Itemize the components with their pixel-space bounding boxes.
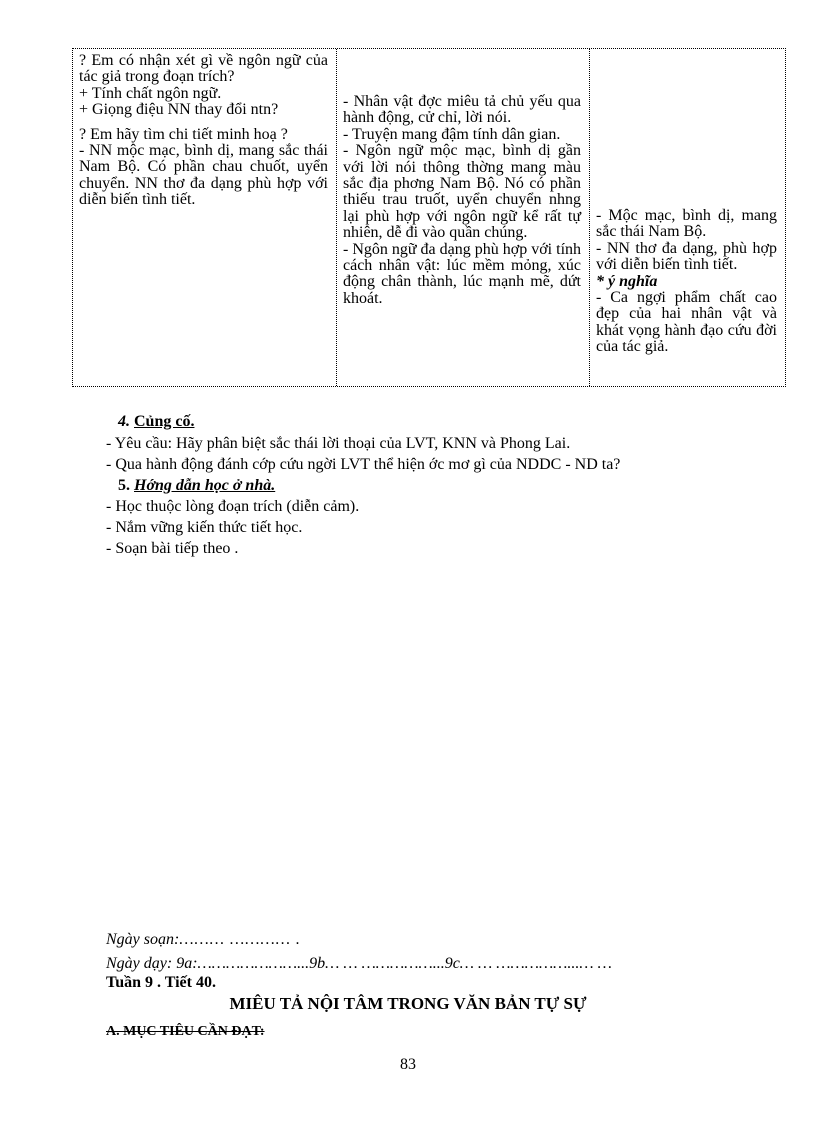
section-5-line: - Học thuộc lòng đoạn trích (diễn cảm).: [106, 498, 360, 515]
question-text: + Giọng điệu NN thay đổi ntn?: [79, 101, 279, 119]
section-4-heading: [118, 412, 194, 432]
table-column-questions: [73, 49, 337, 386]
summary-heading: * ý nghĩa: [596, 272, 658, 290]
ngay-soan-dots: ……… ………… .: [179, 931, 301, 948]
table-column-summary: [590, 49, 785, 386]
section-4-line: - Qua hành động đánh cớp cứu ngời LVT thể hiện ớc mơ gì của NDDC - ND ta?: [106, 456, 621, 473]
analysis-text: - Truyện mang đậm tính dân gian.: [343, 125, 561, 143]
answer-text: - NN mộc mạc, bình dị, mang sắc thái Nam Bộ. Có phần chau chuốt, uyển chuyển. NN thơ đa dạng phù hợp với diễn biến tình tiết.: [79, 142, 328, 209]
question-text: ? Em có nhận xét gì về ngôn ngữ của tác giả trong đoạn trích?: [79, 52, 328, 86]
section-number: 5.: [118, 477, 130, 494]
page-number: 83: [400, 1056, 416, 1073]
section-number: 4.: [118, 413, 130, 430]
ngay-day: [106, 954, 612, 974]
ngay-soan: [106, 930, 301, 950]
analysis-text: - Ngôn ngữ mộc mạc, bình dị gần với lời nói thông thờng mang màu sắc địa phơng Nam Bộ. Nó có phần thiếu trau truốt, uyển chuyển nhng lại phù hợp với ngôn ngữ kể rất tự nhiên, dễ đi vào quần chúng.: [343, 142, 581, 242]
ngay-day-label: Ngày dạy: 9a:: [106, 955, 198, 972]
analysis-text: - Nhân vật đợc miêu tả chủ yếu qua hành động, cử chỉ, lời nói.: [343, 93, 581, 127]
lesson-title: MIÊU TẢ NỘI TÂM TRONG VĂN BẢN TỰ SỰ: [229, 994, 587, 1013]
objectives-heading: A. MỤC TIÊU CẦN ĐẠT:: [106, 1024, 265, 1039]
summary-text: - NN thơ đa dạng, phù hợp với diễn biến tình tiết.: [596, 239, 777, 274]
section-title: Củng cố.: [134, 413, 195, 430]
ngay-day-dots: …………………...9b… … ……………...9c… … ……………...… …: [197, 955, 612, 972]
question-text: + Tính chất ngôn ngữ.: [79, 84, 222, 102]
ngay-soan-label: Ngày soạn:: [106, 931, 180, 948]
analysis-text: - Ngôn ngữ đa dạng phù hợp với tính cách nhân vật: lúc mềm mỏng, xúc động chân thành, lúc mạnh mẽ, dứt khoát.: [343, 240, 582, 307]
section-title: Hớng dẫn học ở nhà.: [134, 477, 276, 494]
lesson-table: [72, 48, 786, 387]
table-column-analysis: [337, 49, 590, 386]
section-4-line: - Yêu cầu: Hãy phân biệt sắc thái lời thoại của LVT, KNN và Phong Lai.: [106, 435, 571, 452]
section-5-heading: [118, 476, 275, 496]
question-text: ? Em hãy tìm chi tiết minh hoạ ?: [79, 125, 288, 143]
summary-text: - Ca ngợi phẩm chất cao đẹp của hai nhân vật và khát vọng hành đạo cứu đời của tác giả.: [596, 289, 777, 356]
section-5-line: - Soạn bài tiếp theo .: [106, 540, 239, 557]
week-lesson-label: Tuần 9 . Tiết 40.: [106, 974, 216, 991]
summary-text: - Mộc mạc, bình dị, mang sắc thái Nam Bộ.: [596, 207, 777, 241]
section-5-line: - Nắm vững kiến thức tiết học.: [106, 519, 303, 536]
